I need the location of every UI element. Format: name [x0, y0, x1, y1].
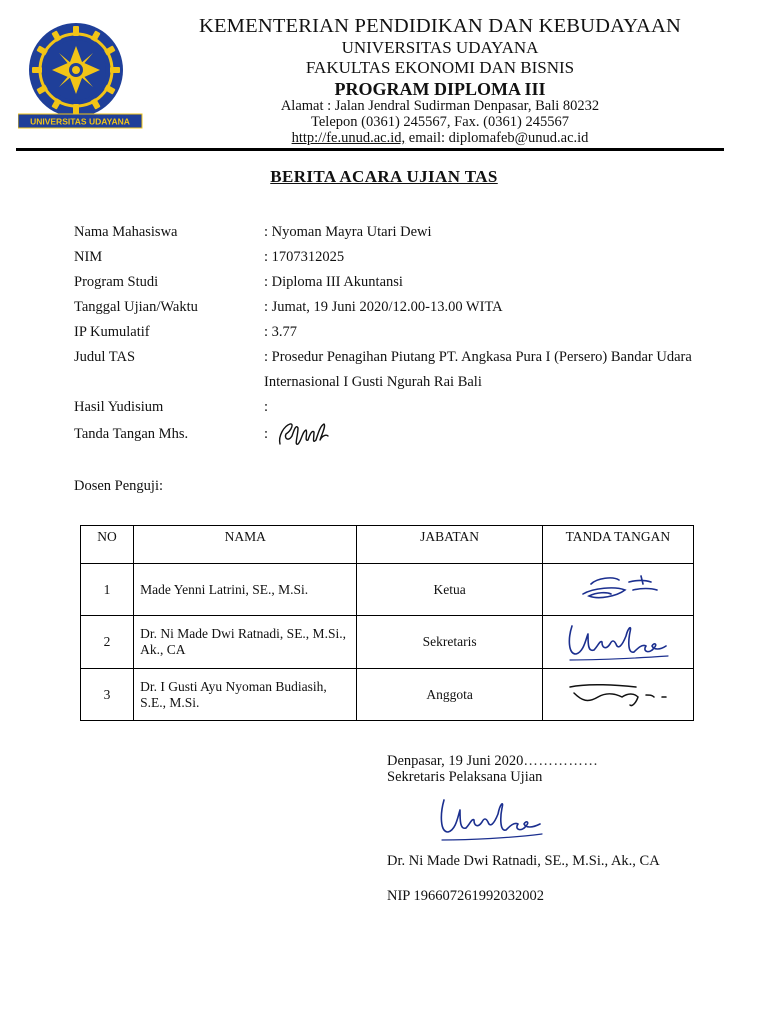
examiners-label: Dosen Penguji: [74, 478, 164, 494]
document-title: BERITA ACARA UJIAN TAS [270, 167, 498, 186]
row-jabatan: Ketua [357, 564, 542, 616]
col-header-jabatan: JABATAN [357, 526, 542, 564]
row-nama: Dr. I Gusti Ayu Nyoman Budiasih, S.E., M.Si. [134, 669, 357, 721]
table-row [81, 564, 694, 616]
contact-line [140, 130, 740, 147]
signature-sekretaris [558, 616, 678, 668]
signature-anggota [558, 675, 678, 715]
signature-ketua [563, 570, 673, 610]
col-header-nama: NAMA [134, 526, 357, 564]
field-label-yudisium: Hasil Yudisium [74, 399, 164, 415]
secretary-role: Sekretaris Pelaksana Ujian [387, 769, 543, 785]
field-value-judul: : Prosedur Penagihan Piutang PT. Angkasa Pura I (Persero) Bandar Udara Internasional I Gusti Ngurah Rai Bali [264, 349, 692, 390]
examiner-table [80, 525, 694, 721]
student-signature [274, 418, 334, 459]
field-value-nim: : 1707312025 [264, 249, 345, 265]
field-label-nama: Nama Mahasiswa [74, 224, 178, 240]
email-text: email: diplomafeb@unud.ac.id [405, 130, 589, 146]
secretary-name: Dr. Ni Made Dwi Ratnadi, SE., M.Si., Ak., CA [387, 853, 660, 869]
place-date-dots: …………… [523, 753, 599, 769]
field-label-ipk: IP Kumulatif [74, 324, 150, 340]
row-jabatan: Sekretaris [357, 616, 542, 669]
faculty-name: FAKULTAS EKONOMI DAN BISNIS [305, 58, 575, 77]
row-no: 1 [81, 564, 134, 616]
field-label-ttd-mhs: Tanda Tangan Mhs. [74, 426, 189, 442]
field-value-nama: : Nyoman Mayra Utari Dewi [264, 224, 432, 240]
row-no: 2 [81, 616, 134, 669]
field-label-nim: NIM [74, 249, 103, 265]
address-line: Alamat : Jalan Jendral Sudirman Denpasar, Bali 80232 [280, 98, 600, 114]
field-value-ttd-mhs: : [264, 426, 269, 442]
place-date [387, 753, 598, 770]
logo-banner-text: UNIVERSITAS UDAYANA [30, 116, 130, 127]
row-signature [542, 669, 693, 721]
field-value-prodi: : Diploma III Akuntansi [264, 274, 403, 290]
phone-line: Telepon (0361) 245567, Fax. (0361) 245567 [311, 114, 569, 130]
secretary-signature [430, 790, 550, 855]
ministry-name: KEMENTERIAN PENDIDIKAN DAN KEBUDAYAAN [198, 15, 682, 37]
row-signature [542, 616, 693, 669]
university-name: UNIVERSITAS UDAYANA [341, 38, 539, 57]
place-date-text: Denpasar, 19 Juni 2020 [387, 753, 524, 769]
table-header-row [81, 526, 694, 564]
col-header-ttd: TANDA TANGAN [542, 526, 693, 564]
col-header-no: NO [81, 526, 134, 564]
row-nama: Dr. Ni Made Dwi Ratnadi, SE., M.Si., Ak., CA [134, 616, 357, 669]
website-link[interactable]: http://fe.unud.ac.id, [291, 130, 406, 146]
program-name: PROGRAM DIPLOMA III [334, 79, 546, 99]
table-row [81, 616, 694, 669]
row-no: 3 [81, 669, 134, 721]
field-value-tanggal: : Jumat, 19 Juni 2020/12.00-13.00 WITA [264, 299, 503, 315]
row-signature [542, 564, 693, 616]
row-jabatan: Anggota [357, 669, 542, 721]
table-row [81, 669, 694, 721]
field-label-prodi: Program Studi [74, 274, 159, 290]
field-value-ipk: : 3.77 [264, 324, 298, 340]
row-nama: Made Yenni Latrini, SE., M.Si. [134, 564, 357, 616]
field-label-tanggal: Tanggal Ujian/Waktu [74, 299, 198, 315]
secretary-nip: NIP 196607261992032002 [387, 888, 544, 904]
field-label-judul: Judul TAS [74, 349, 136, 365]
university-logo [18, 18, 150, 136]
field-value-yudisium: : [264, 399, 269, 415]
header-divider [16, 148, 724, 151]
